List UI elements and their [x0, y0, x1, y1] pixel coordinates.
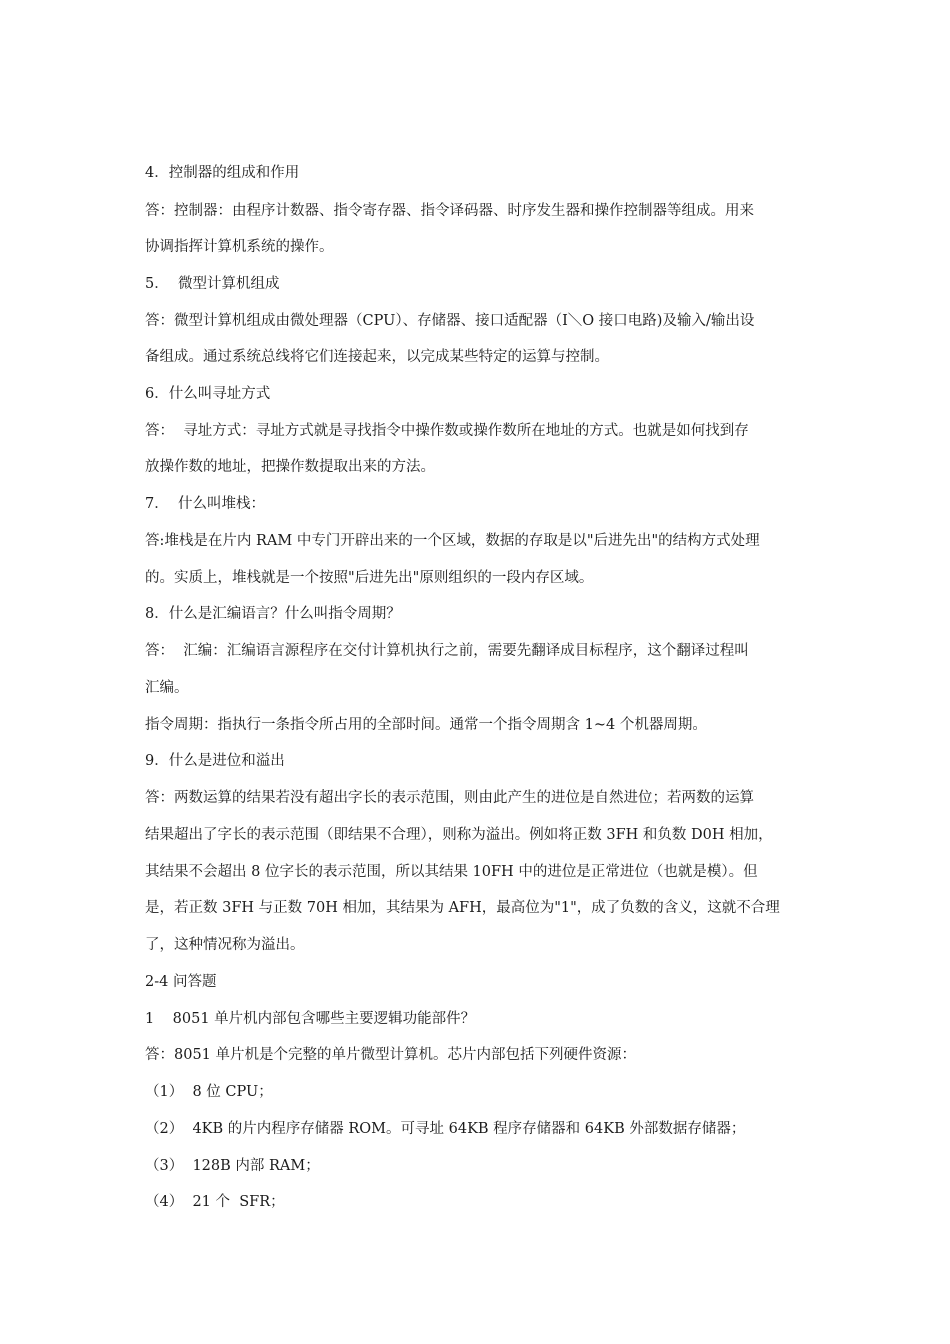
q9-answer-line-5: 了，这种情况称为溢出。 — [145, 937, 305, 953]
q8-answer-line-1: 答： 汇编：汇编语言源程序在交付计算机执行之前，需要先翻译成目标程序，这个翻译过程叫 — [145, 643, 749, 659]
q9-answer-line-4: 是，若正数 3FH 与正数 70H 相加，其结果为 AFH，最高位为"1"，成了负数的含义，这就不合理 — [145, 900, 780, 916]
s2-q1-answer-line-1: 答：8051 单片机是个完整的单片微型计算机。芯片内部包括下列硬件资源： — [145, 1047, 637, 1063]
q9-answer-line-2: 结果超出了字长的表示范围（即结果不合理），则称为溢出。例如将正数 3FH 和负数 D0H 相加， — [145, 827, 773, 843]
q5-answer-line-1: 答：微型计算机组成由微处理器（CPU）、存储器、接口适配器（I＼O 接口电路)及输入/输出设 — [145, 313, 755, 329]
q6-answer-line-2: 放操作数的地址，把操作数提取出来的方法。 — [145, 459, 435, 475]
s2-q1-heading: 1 8051 单片机内部包含哪些主要逻辑功能部件？ — [145, 1011, 476, 1027]
q4-heading: 4．控制器的组成和作用 — [145, 165, 300, 181]
q5-answer-line-2: 备组成。通过系统总线将它们连接起来，以完成某些特定的运算与控制。 — [145, 349, 609, 365]
q9-answer-line-1: 答：两数运算的结果若没有超出字长的表示范围，则由此产生的进位是自然进位；若两数的运算 — [145, 790, 754, 806]
list-item-4: （4） 21 个 SFR； — [145, 1194, 285, 1210]
q9-heading: 9．什么是进位和溢出 — [145, 753, 285, 769]
section-heading-2-4: 2-4 问答题 — [145, 974, 217, 990]
q7-heading: 7． 什么叫堆栈： — [145, 496, 265, 512]
q6-heading: 6．什么叫寻址方式 — [145, 386, 271, 402]
list-item-1: （1） 8 位 CPU； — [145, 1084, 273, 1100]
q9-answer-line-3: 其结果不会超出 8 位字长的表示范围，所以其结果 10FH 中的进位是正常进位（也就是模）。但 — [145, 864, 758, 880]
list-item-2: （2） 4KB 的片内程序存储器 ROM。可寻址 64KB 程序存储器和 64KB 外部数据存储器； — [145, 1121, 746, 1137]
q8-answer-line-2: 汇编。 — [145, 680, 189, 696]
q8-heading: 8．什么是汇编语言？什么叫指令周期？ — [145, 606, 401, 622]
list-item-3: （3） 128B 内部 RAM； — [145, 1158, 320, 1174]
q8-answer-line-3: 指令周期：指执行一条指令所占用的全部时间。通常一个指令周期含 1~4 个机器周期。 — [145, 717, 707, 733]
q4-answer-line-2: 协调指挥计算机系统的操作。 — [145, 239, 334, 255]
q7-answer-line-2: 的。实质上，堆栈就是一个按照"后进先出"原则组织的一段内存区域。 — [145, 570, 594, 586]
q7-answer-line-1: 答:堆栈是在片内 RAM 中专门开辟出来的一个区域，数据的存取是以"后进先出"的结构方式处理 — [145, 533, 760, 549]
q5-heading: 5． 微型计算机组成 — [145, 276, 280, 292]
q6-answer-line-1: 答： 寻址方式：寻址方式就是寻找指令中操作数或操作数所在地址的方式。也就是如何找到存 — [145, 423, 749, 439]
q4-answer-line-1: 答：控制器：由程序计数器、指令寄存器、指令译码器、时序发生器和操作控制器等组成。用来 — [145, 203, 754, 219]
